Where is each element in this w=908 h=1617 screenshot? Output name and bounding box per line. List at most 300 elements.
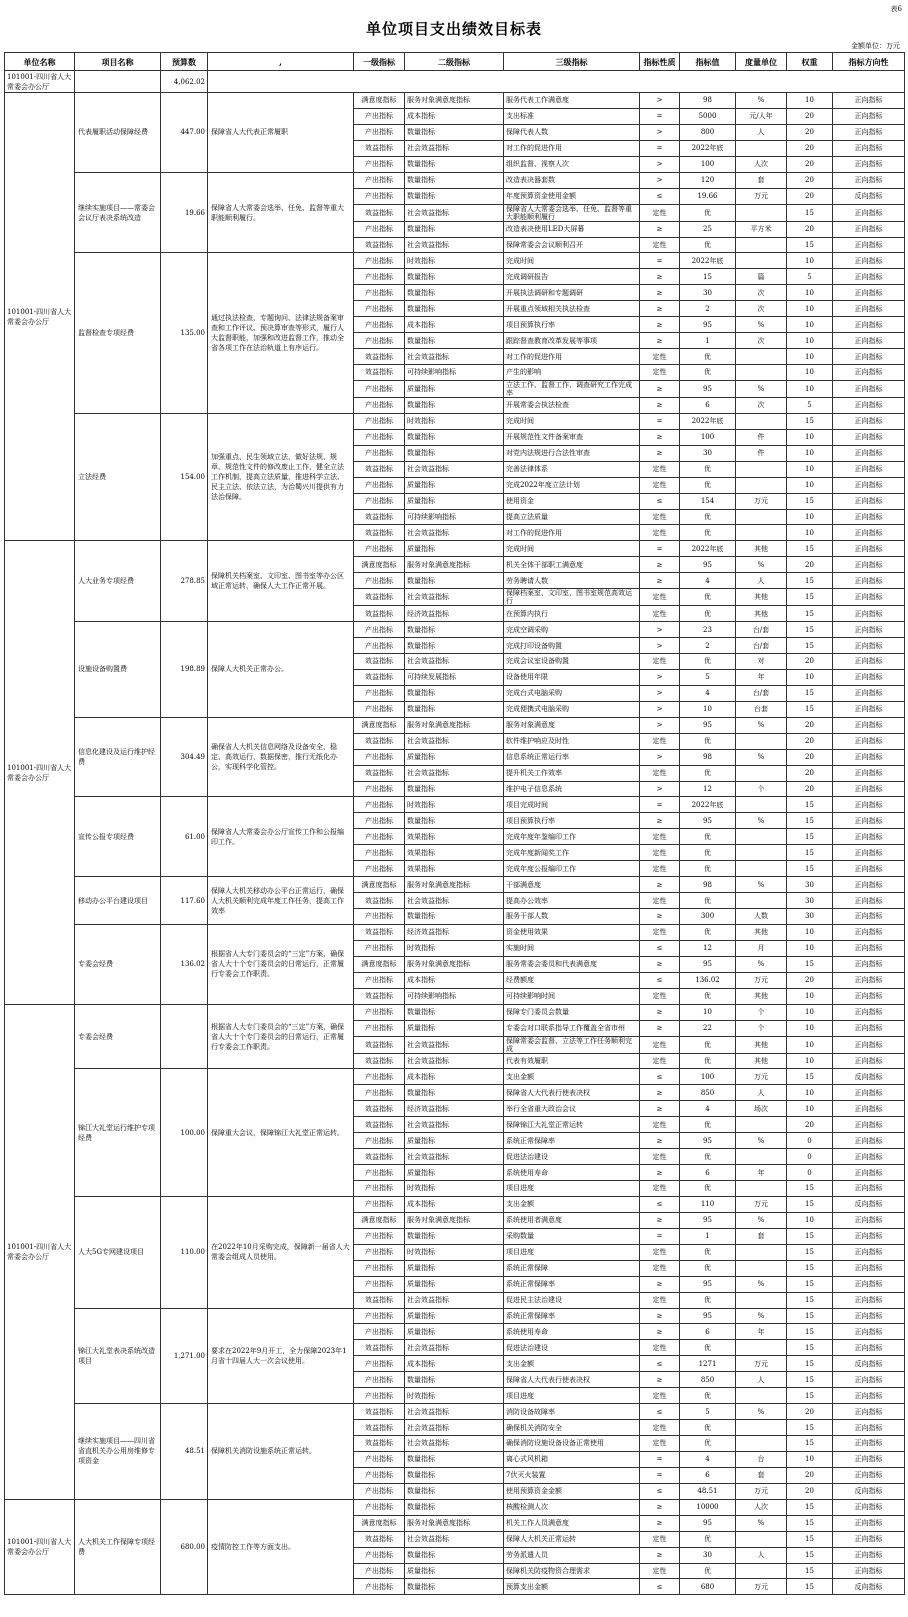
level1-indicator-cell: 产出指标 (354, 413, 405, 429)
project-budget-cell: 19.66 (161, 172, 208, 253)
measure-unit-cell: 台/套 (736, 622, 787, 638)
measure-unit-cell: 台/套 (736, 638, 787, 654)
level1-indicator-cell: 效益指标 (354, 140, 405, 156)
project-description-cell: 保障省人大常委会选举、任免、监督等重大职能顺利履行。 (208, 172, 354, 253)
unit-total-blank-span (208, 71, 905, 93)
weight-cell: 10 (787, 924, 833, 940)
level1-indicator-cell: 产出指标 (354, 317, 405, 333)
level3-indicator-cell: 经费额度 (504, 972, 640, 988)
level3-indicator-cell: 软件维护响应及时性 (504, 733, 640, 749)
indicator-row (5, 1404, 905, 1420)
measure-unit-cell (736, 204, 787, 221)
project-budget-cell: 198.89 (161, 622, 208, 718)
indicator-nature-cell: ≤ (640, 1069, 680, 1085)
level1-indicator-cell: 产出指标 (354, 909, 405, 925)
measure-unit-cell: 年 (736, 1324, 787, 1340)
indicator-value-cell: 优 (680, 509, 736, 525)
weight-cell: 20 (787, 1404, 833, 1420)
indicator-nature-cell: = (640, 1228, 680, 1244)
direction-cell: 正向指标 (833, 1004, 905, 1020)
level2-indicator-cell: 数量指标 (405, 124, 504, 140)
indicator-nature-cell: > (640, 124, 680, 140)
indicator-nature-cell: = (640, 1467, 680, 1483)
level1-indicator-cell: 产出指标 (354, 1244, 405, 1260)
level1-indicator-cell: 满意度指标 (354, 1515, 405, 1531)
level1-indicator-cell: 产出指标 (354, 573, 405, 589)
level2-indicator-cell: 数量指标 (405, 1451, 504, 1467)
direction-cell: 正向指标 (833, 1101, 905, 1117)
indicator-value-cell: 优 (680, 349, 736, 365)
weight-cell: 10 (787, 1212, 833, 1228)
indicator-value-cell: 2 (680, 638, 736, 654)
project-budget-cell: 136.02 (161, 924, 208, 1004)
weight-cell: 15 (787, 1340, 833, 1356)
measure-unit-cell (736, 845, 787, 861)
indicator-value-cell: 优 (680, 1149, 736, 1165)
indicator-value-cell: 优 (680, 204, 736, 221)
level3-indicator-cell: 机关工作人员满意度 (504, 1515, 640, 1531)
measure-unit-cell: 台/套 (736, 685, 787, 701)
level2-indicator-cell: 质量指标 (405, 749, 504, 765)
level1-indicator-cell: 效益指标 (354, 1436, 405, 1452)
unit-total-row (5, 71, 905, 93)
indicator-nature-cell: 定性 (640, 893, 680, 909)
level3-indicator-cell: 保障代表人数 (504, 124, 640, 140)
unit-name-cell: 101001-四川省人大常委会办公厅 (5, 1499, 75, 1595)
level1-indicator-cell: 产出指标 (354, 429, 405, 445)
measure-unit-cell (736, 1181, 787, 1197)
weight-cell: 20 (787, 1117, 833, 1133)
measure-unit-cell: % (736, 317, 787, 333)
level3-indicator-cell: 完成年度年鉴编印工作 (504, 829, 640, 845)
weight-cell: 0 (787, 1133, 833, 1149)
measure-unit-cell (736, 1436, 787, 1452)
direction-cell: 正向指标 (833, 877, 905, 893)
indicator-value-cell: 100 (680, 156, 736, 172)
level1-indicator-cell: 产出指标 (354, 333, 405, 349)
indicator-nature-cell: = (640, 108, 680, 124)
direction-cell: 正向指标 (833, 1020, 905, 1036)
header-measure-unit: 度量单位 (736, 53, 787, 71)
indicator-nature-cell: ≥ (640, 573, 680, 589)
measure-unit-cell: 万元 (736, 1196, 787, 1212)
indicator-nature-cell: 定性 (640, 845, 680, 861)
indicator-value-cell: 优 (680, 829, 736, 845)
level2-indicator-cell: 时效指标 (405, 253, 504, 269)
weight-cell: 15 (787, 1579, 833, 1595)
indicator-nature-cell: ≥ (640, 221, 680, 237)
level1-indicator-cell: 产出指标 (354, 622, 405, 638)
indicator-value-cell: 2 (680, 301, 736, 317)
indicator-row (5, 93, 905, 109)
direction-cell: 正向指标 (833, 1324, 905, 1340)
level1-indicator-cell: 效益指标 (354, 1036, 405, 1053)
level3-indicator-cell: 可持续影响时间 (504, 988, 640, 1004)
direction-cell: 正向指标 (833, 253, 905, 269)
level3-indicator-cell: 完善法律体系 (504, 461, 640, 477)
level2-indicator-cell: 效果指标 (405, 829, 504, 845)
level3-indicator-cell: 服务常委会委员和代表满意度 (504, 956, 640, 972)
level3-indicator-cell: 干部满意度 (504, 877, 640, 893)
indicator-value-cell: 优 (680, 461, 736, 477)
indicator-value-cell: 23 (680, 622, 736, 638)
weight-cell: 20 (787, 781, 833, 797)
indicator-nature-cell: > (640, 669, 680, 685)
level2-indicator-cell: 社会效益指标 (405, 461, 504, 477)
level3-indicator-cell: 组织监督、视察人次 (504, 156, 640, 172)
direction-cell: 正向指标 (833, 525, 905, 541)
weight-cell: 10 (787, 1085, 833, 1101)
weight-cell: 10 (787, 333, 833, 349)
level3-indicator-cell: 开展执法调研和专题调研 (504, 285, 640, 301)
weight-cell: 20 (787, 140, 833, 156)
indicator-nature-cell: 定性 (640, 829, 680, 845)
indicator-nature-cell: 定性 (640, 1117, 680, 1133)
direction-cell: 正向指标 (833, 573, 905, 589)
indicator-nature-cell: ≥ (640, 301, 680, 317)
table-body (5, 71, 905, 1595)
level2-indicator-cell: 经济效益指标 (405, 1101, 504, 1117)
level3-indicator-cell: 离心式风机箱 (504, 1451, 640, 1467)
indicator-nature-cell: ≤ (640, 188, 680, 204)
header-weight: 权重 (787, 53, 833, 71)
measure-unit-cell: 人 (736, 1547, 787, 1563)
indicator-nature-cell: > (640, 638, 680, 654)
indicator-nature-cell: = (640, 541, 680, 557)
project-budget-cell (161, 1004, 208, 1069)
indicator-nature-cell: ≤ (640, 1356, 680, 1372)
direction-cell: 正向指标 (833, 541, 905, 557)
measure-unit-cell: 台 (736, 1451, 787, 1467)
weight-cell: 30 (787, 909, 833, 925)
level3-indicator-cell: 完成年度新闻奖工作 (504, 845, 640, 861)
measure-unit-cell (736, 237, 787, 253)
level3-indicator-cell: 保障档案室、文印室、图书室规范高效运行 (504, 589, 640, 606)
direction-cell: 正向指标 (833, 1181, 905, 1197)
indicator-nature-cell: ≥ (640, 397, 680, 413)
level2-indicator-cell: 社会效益指标 (405, 1404, 504, 1420)
level1-indicator-cell: 产出指标 (354, 685, 405, 701)
level3-indicator-cell: 开展重点领域相关执法检查 (504, 301, 640, 317)
level3-indicator-cell: 服务对象满意度 (504, 717, 640, 733)
direction-cell: 反向指标 (833, 188, 905, 204)
level1-indicator-cell: 效益指标 (354, 365, 405, 381)
weight-cell: 10 (787, 461, 833, 477)
level2-indicator-cell: 社会效益指标 (405, 1053, 504, 1069)
weight-cell: 20 (787, 557, 833, 573)
level2-indicator-cell: 质量指标 (405, 1165, 504, 1181)
weight-cell: 15 (787, 622, 833, 638)
indicator-nature-cell: 定性 (640, 1531, 680, 1547)
header-indicator-nature: 指标性质 (640, 53, 680, 71)
level1-indicator-cell: 产出指标 (354, 541, 405, 557)
direction-cell: 正向指标 (833, 1436, 905, 1452)
level2-indicator-cell: 成本指标 (405, 108, 504, 124)
level2-indicator-cell: 质量指标 (405, 380, 504, 397)
indicator-row (5, 1004, 905, 1020)
level1-indicator-cell: 效益指标 (354, 606, 405, 622)
indicator-nature-cell: 定性 (640, 924, 680, 940)
direction-cell: 正向指标 (833, 1036, 905, 1053)
direction-cell: 反向指标 (833, 1069, 905, 1085)
level3-indicator-cell: 项目进度 (504, 1388, 640, 1404)
weight-cell: 15 (787, 237, 833, 253)
measure-unit-cell: 其他 (736, 1036, 787, 1053)
measure-unit-cell: 人数 (736, 909, 787, 925)
level1-indicator-cell: 效益指标 (354, 461, 405, 477)
weight-cell: 15 (787, 1244, 833, 1260)
indicator-value-cell: 10 (680, 1004, 736, 1020)
level3-indicator-cell: 支出标准 (504, 108, 640, 124)
indicator-value-cell: 22 (680, 1020, 736, 1036)
level2-indicator-cell: 数量指标 (405, 188, 504, 204)
indicator-nature-cell: 定性 (640, 1053, 680, 1069)
weight-cell: 10 (787, 253, 833, 269)
level3-indicator-cell: 劳务聘请人数 (504, 573, 640, 589)
level3-indicator-cell: 确保机关消防安全 (504, 1420, 640, 1436)
level3-indicator-cell: 完成打印设备购置 (504, 638, 640, 654)
level1-indicator-cell: 产出指标 (354, 269, 405, 285)
direction-cell: 正向指标 (833, 909, 905, 925)
measure-unit-cell: 场次 (736, 1101, 787, 1117)
weight-cell: 10 (787, 940, 833, 956)
project-description-cell: 疫情防控工作等方面支出。 (208, 1499, 354, 1595)
direction-cell: 正向指标 (833, 1547, 905, 1563)
measure-unit-cell: % (736, 380, 787, 397)
indicator-value-cell: 30 (680, 1547, 736, 1563)
indicator-nature-cell: 定性 (640, 988, 680, 1004)
level3-indicator-cell: 完成时间 (504, 541, 640, 557)
direction-cell: 正向指标 (833, 269, 905, 285)
direction-cell: 正向指标 (833, 1372, 905, 1388)
direction-cell: 正向指标 (833, 940, 905, 956)
indicator-value-cell: 95 (680, 1212, 736, 1228)
level3-indicator-cell: 保障省人大常委会选举、任免、监督等重大职能顺利履行 (504, 204, 640, 221)
level3-indicator-cell: 改造表决使用LED大屏幕 (504, 221, 640, 237)
level2-indicator-cell: 社会效益指标 (405, 1117, 504, 1133)
indicator-nature-cell: ≥ (640, 1276, 680, 1292)
level2-indicator-cell: 社会效益指标 (405, 589, 504, 606)
measure-unit-cell (736, 140, 787, 156)
indicator-nature-cell: 定性 (640, 237, 680, 253)
measure-unit-cell: 次 (736, 333, 787, 349)
level3-indicator-cell: 促进民主法治建设 (504, 1292, 640, 1308)
level1-indicator-cell: 效益指标 (354, 349, 405, 365)
measure-unit-cell: 人 (736, 1372, 787, 1388)
level2-indicator-cell: 经济效益指标 (405, 924, 504, 940)
indicator-value-cell: 1271 (680, 1356, 736, 1372)
indicator-nature-cell: ≥ (640, 956, 680, 972)
direction-cell: 正向指标 (833, 477, 905, 493)
indicator-nature-cell: ≥ (640, 877, 680, 893)
measure-unit-cell (736, 1292, 787, 1308)
indicator-nature-cell: 定性 (640, 1388, 680, 1404)
level2-indicator-cell: 数量指标 (405, 285, 504, 301)
level1-indicator-cell: 产出指标 (354, 1228, 405, 1244)
level3-indicator-cell: 保障人大机关正常运转 (504, 1531, 640, 1547)
indicator-value-cell: 154 (680, 493, 736, 509)
measure-unit-cell (736, 1388, 787, 1404)
indicator-row (5, 622, 905, 638)
level1-indicator-cell: 效益指标 (354, 237, 405, 253)
level2-indicator-cell: 质量指标 (405, 1308, 504, 1324)
level3-indicator-cell: 开展常委会执法检查 (504, 397, 640, 413)
level1-indicator-cell: 满意度指标 (354, 877, 405, 893)
level3-indicator-cell: 使用资金 (504, 493, 640, 509)
project-name-cell: 继续实施项目——四川省省直机关办公用房维修专项资金 (75, 1404, 161, 1500)
measure-unit-cell: % (736, 1515, 787, 1531)
indicator-nature-cell: > (640, 701, 680, 717)
indicator-nature-cell: = (640, 140, 680, 156)
measure-unit-cell: 篇 (736, 269, 787, 285)
level1-indicator-cell: 产出指标 (354, 1388, 405, 1404)
level3-indicator-cell: 服务干部人数 (504, 909, 640, 925)
indicator-row (5, 541, 905, 557)
weight-cell: 10 (787, 349, 833, 365)
level3-indicator-cell: 项目进度 (504, 1244, 640, 1260)
direction-cell: 正向指标 (833, 397, 905, 413)
level1-indicator-cell: 效益指标 (354, 1101, 405, 1117)
unit-name-cell: 101001-四川省人大常委会办公厅 (5, 1004, 75, 1499)
weight-cell: 20 (787, 717, 833, 733)
weight-cell: 20 (787, 765, 833, 781)
indicator-value-cell: 优 (680, 1340, 736, 1356)
measure-unit-cell: 套 (736, 1467, 787, 1483)
level3-indicator-cell: 项目完成时间 (504, 797, 640, 813)
level2-indicator-cell: 数量指标 (405, 1372, 504, 1388)
level1-indicator-cell: 效益指标 (354, 1292, 405, 1308)
direction-cell: 正向指标 (833, 781, 905, 797)
measure-unit-cell (736, 861, 787, 877)
direction-cell: 正向指标 (833, 301, 905, 317)
indicator-value-cell: 95 (680, 1308, 736, 1324)
weight-cell: 15 (787, 1547, 833, 1563)
weight-cell: 10 (787, 445, 833, 461)
level1-indicator-cell: 产出指标 (354, 1324, 405, 1340)
indicator-value-cell: 优 (680, 1563, 736, 1579)
level3-indicator-cell: 保障常委会监督、立法等工作任务顺利完成 (504, 1036, 640, 1053)
measure-unit-cell: 其他 (736, 1053, 787, 1069)
header-level1-indicator: 一级指标 (354, 53, 405, 71)
weight-cell: 15 (787, 1356, 833, 1372)
indicator-nature-cell: 定性 (640, 365, 680, 381)
level2-indicator-cell: 数量指标 (405, 1483, 504, 1499)
measure-unit-cell (736, 477, 787, 493)
project-name-cell: 宣传公报专项经费 (75, 797, 161, 877)
level2-indicator-cell: 可持续影响指标 (405, 365, 504, 381)
header-level2-indicator: 二级指标 (405, 53, 504, 71)
measure-unit-cell: 年 (736, 1165, 787, 1181)
indicator-value-cell: 850 (680, 1372, 736, 1388)
level3-indicator-cell: 保障省人大代表行使表决权 (504, 1372, 640, 1388)
indicator-nature-cell: 定性 (640, 1036, 680, 1053)
indicator-value-cell: 优 (680, 365, 736, 381)
level1-indicator-cell: 产出指标 (354, 638, 405, 654)
level2-indicator-cell: 社会效益指标 (405, 765, 504, 781)
level1-indicator-cell: 效益指标 (354, 1117, 405, 1133)
direction-cell: 正向指标 (833, 1420, 905, 1436)
measure-unit-cell: 其他 (736, 988, 787, 1004)
direction-cell: 正向指标 (833, 1563, 905, 1579)
level2-indicator-cell: 经济效益指标 (405, 606, 504, 622)
measure-unit-cell: 人 (736, 1085, 787, 1101)
indicator-value-cell: 优 (680, 1260, 736, 1276)
level3-indicator-cell: 预算支出金额 (504, 1579, 640, 1595)
direction-cell: 正向指标 (833, 813, 905, 829)
indicator-nature-cell: ≥ (640, 269, 680, 285)
level3-indicator-cell: 举行全省重大政治会议 (504, 1101, 640, 1117)
measure-unit-cell: % (736, 1133, 787, 1149)
measure-unit-cell: 万元 (736, 972, 787, 988)
measure-unit-cell: % (736, 749, 787, 765)
indicator-nature-cell: > (640, 749, 680, 765)
level2-indicator-cell: 数量指标 (405, 1085, 504, 1101)
measure-unit-cell: 次 (736, 285, 787, 301)
indicator-value-cell: 优 (680, 606, 736, 622)
measure-unit-cell (736, 893, 787, 909)
level2-indicator-cell: 时效指标 (405, 1244, 504, 1260)
level3-indicator-cell: 维护电子信息系统 (504, 781, 640, 797)
level3-indicator-cell: 完成时间 (504, 413, 640, 429)
level2-indicator-cell: 数量指标 (405, 638, 504, 654)
weight-cell: 10 (787, 285, 833, 301)
level1-indicator-cell: 产出指标 (354, 477, 405, 493)
weight-cell: 15 (787, 589, 833, 606)
weight-cell: 15 (787, 956, 833, 972)
header-indicator-value: 指标值 (680, 53, 736, 71)
unit-total-budget: 4,062.02 (161, 71, 208, 93)
amount-unit-note: 金额单位：万元 (851, 42, 900, 50)
measure-unit-cell: 件 (736, 445, 787, 461)
indicator-value-cell: 5000 (680, 108, 736, 124)
indicator-nature-cell: 定性 (640, 1244, 680, 1260)
indicator-value-cell: 48.51 (680, 1483, 736, 1499)
measure-unit-cell: 其他 (736, 606, 787, 622)
indicator-nature-cell: 定性 (640, 1181, 680, 1197)
level2-indicator-cell: 质量指标 (405, 477, 504, 493)
measure-unit-cell: 套 (736, 172, 787, 188)
indicator-nature-cell: 定性 (640, 1260, 680, 1276)
direction-cell: 正向指标 (833, 349, 905, 365)
project-description-cell: 确保省人大机关信息网络及设备安全、稳定、高效运行，数据保密，推行无纸化办公，实现科学化管控。 (208, 717, 354, 797)
measure-unit-cell: 个 (736, 781, 787, 797)
indicator-nature-cell: ≥ (640, 1212, 680, 1228)
indicator-nature-cell: ≤ (640, 940, 680, 956)
project-budget-cell: 117.60 (161, 877, 208, 925)
indicator-value-cell: 1 (680, 1228, 736, 1244)
weight-cell: 15 (787, 797, 833, 813)
direction-cell: 正向指标 (833, 988, 905, 1004)
indicator-value-cell: 95 (680, 717, 736, 733)
level2-indicator-cell: 服务对象满意度指标 (405, 1212, 504, 1228)
indicator-nature-cell: > (640, 717, 680, 733)
measure-unit-cell (736, 1340, 787, 1356)
indicator-row (5, 877, 905, 893)
indicator-value-cell: 4 (680, 1101, 736, 1117)
indicator-nature-cell: 定性 (640, 1420, 680, 1436)
weight-cell: 10 (787, 1020, 833, 1036)
project-budget-cell: 154.00 (161, 413, 208, 541)
direction-cell: 正向指标 (833, 317, 905, 333)
measure-unit-cell (736, 349, 787, 365)
direction-cell: 正向指标 (833, 1276, 905, 1292)
direction-cell: 正向指标 (833, 669, 905, 685)
level1-indicator-cell: 产出指标 (354, 156, 405, 172)
level3-indicator-cell: 年度预算资金使用金额 (504, 188, 640, 204)
indicator-value-cell: 12 (680, 781, 736, 797)
weight-cell: 20 (787, 188, 833, 204)
measure-unit-cell: 其他 (736, 541, 787, 557)
